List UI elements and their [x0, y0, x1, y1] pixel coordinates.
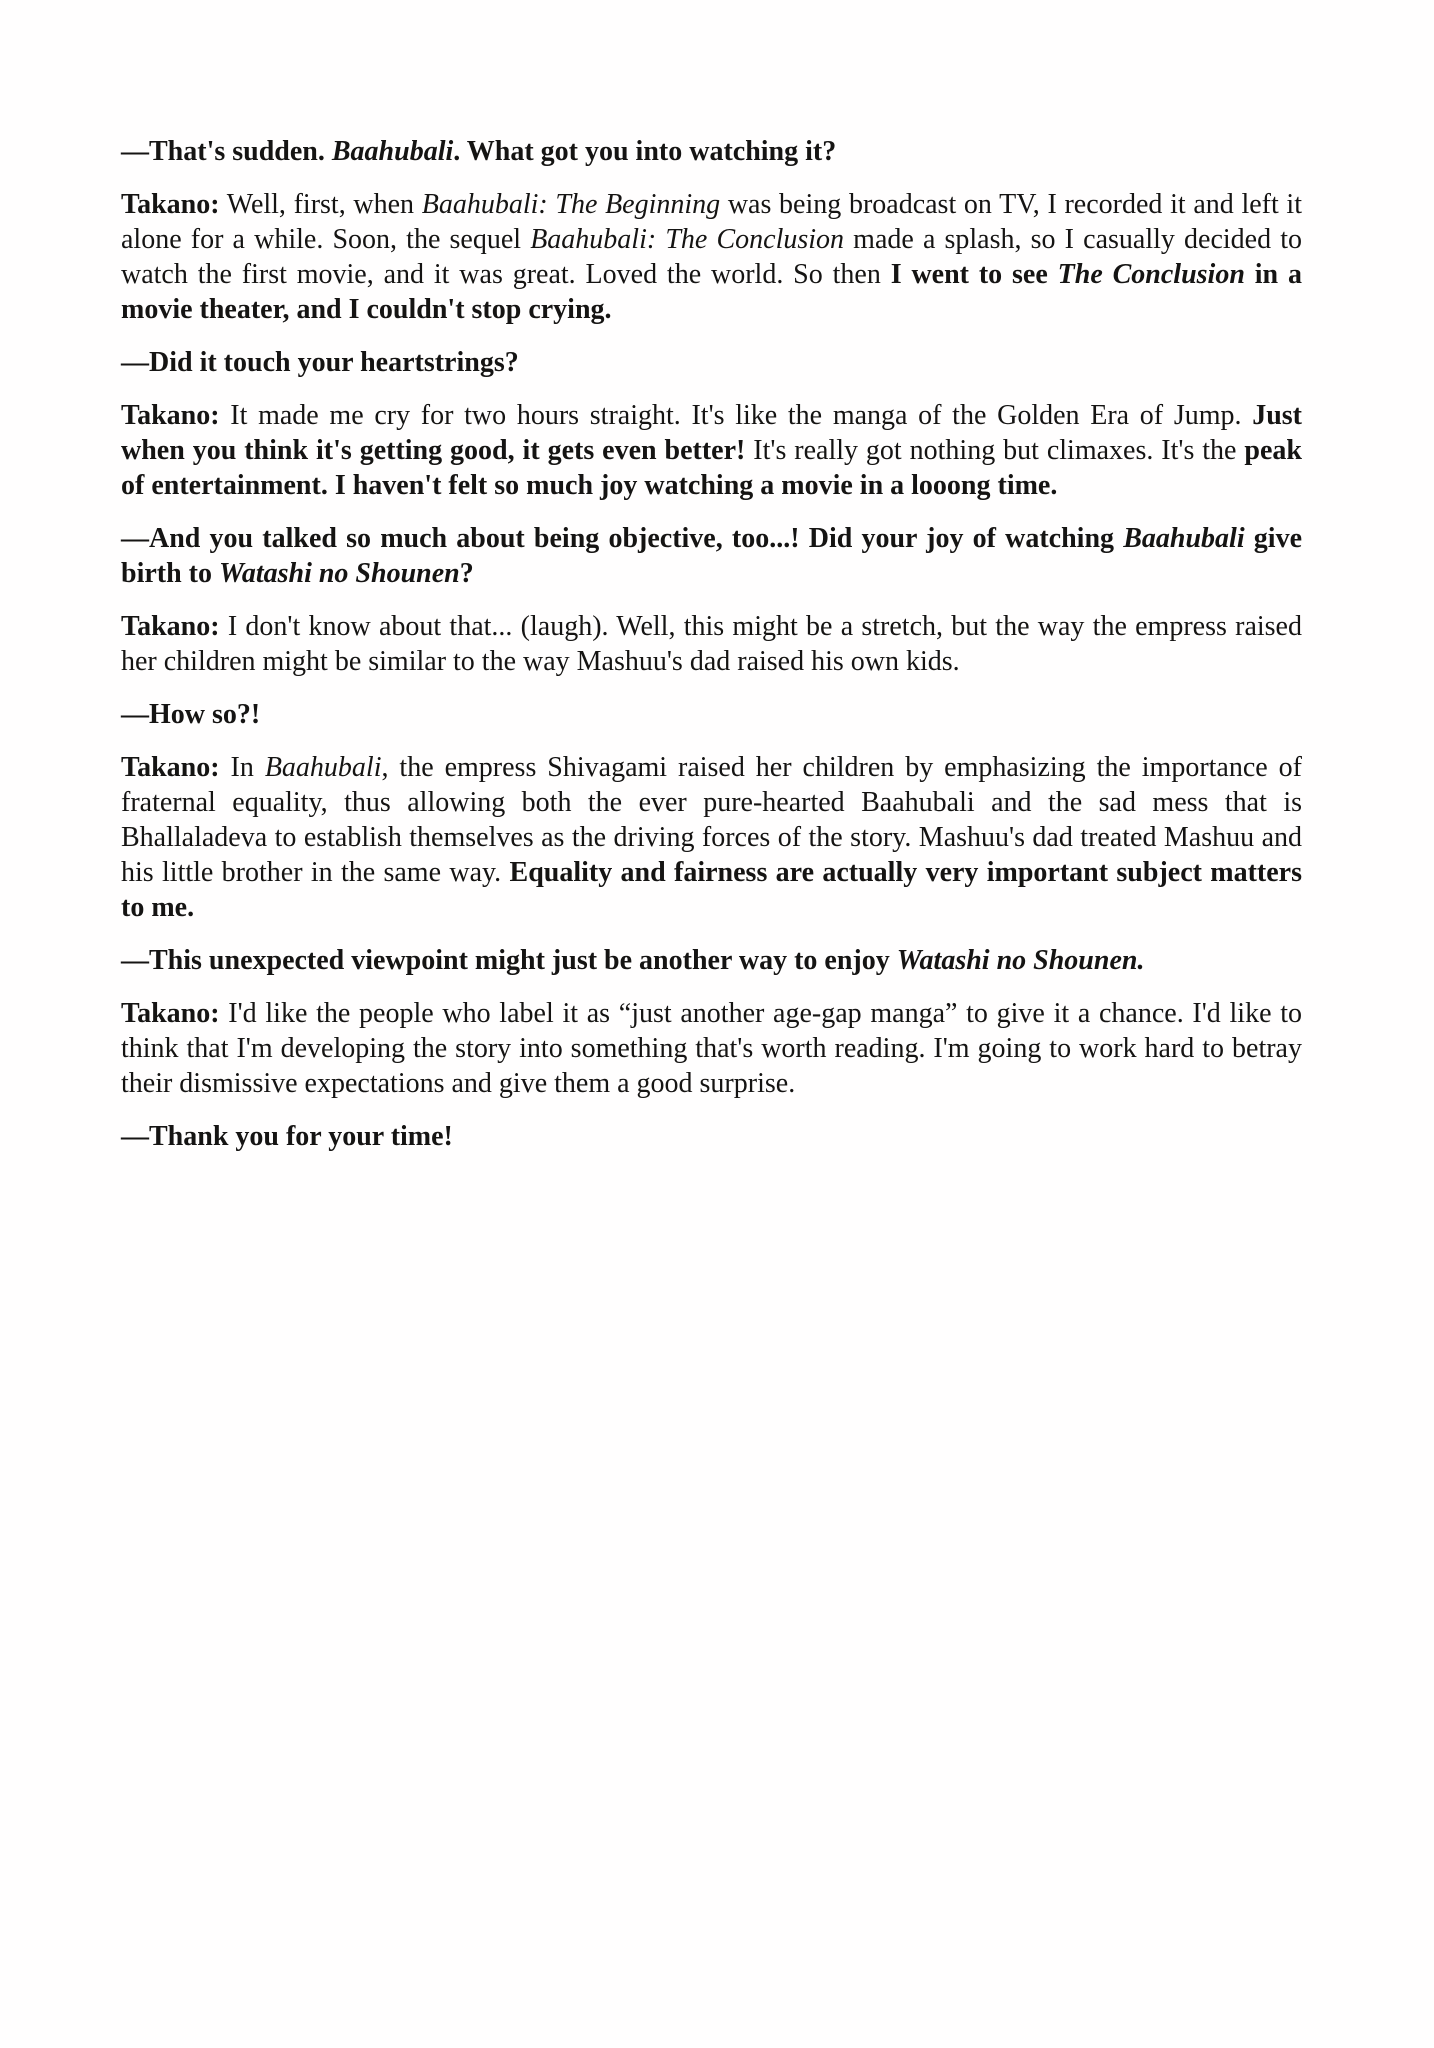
text-run: I went to see — [890, 259, 1058, 290]
text-run: —This unexpected viewpoint might just be another way to enjoy — [121, 945, 897, 976]
text-run: Just when you think it's getting good, it gets even better! — [121, 400, 1302, 466]
text-run: It made me cry for two hours straight. It's like the manga of the Golden Era of Jump. — [219, 400, 1253, 431]
text-run: Baahubali — [1123, 523, 1245, 554]
text-run: ? — [459, 558, 474, 589]
text-run: Baahubali: The Beginning — [421, 189, 721, 220]
interview-question — [121, 134, 1302, 169]
interview-question — [121, 697, 1302, 732]
text-run: —And you talked so much about being objective, too...! Did your joy of watching — [121, 523, 1124, 554]
text-run: Equality and fairness are actually very important subject matters to me. — [121, 857, 1303, 923]
interview-answer — [121, 398, 1302, 503]
interview-question — [121, 943, 1302, 978]
text-run: Watashi no Shounen. — [896, 945, 1145, 976]
text-run: The Conclusion — [1057, 259, 1245, 290]
text-run: It's really got nothing but climaxes. It's the — [745, 435, 1245, 466]
text-run: Well, first, when — [219, 189, 422, 220]
text-run: In — [219, 752, 265, 783]
interview-answer — [121, 187, 1302, 327]
interview-answer — [121, 750, 1302, 925]
interview-question — [121, 521, 1302, 591]
text-run: Baahubali — [331, 136, 454, 167]
interview-answer — [121, 609, 1302, 679]
text-run: Takano: — [121, 189, 220, 220]
text-run: I'd like the people who label it as “just another age-gap manga” to give it a chance. I'd like to think that I'm developing the story into something that's worth reading. I'm going to work hard to betray their dismissive expectations and give them a good surprise. — [121, 998, 1302, 1099]
text-run: Watashi no Shounen — [219, 558, 460, 589]
text-run: Baahubali: The Conclusion — [530, 224, 845, 255]
text-run: made a splash, so I casually decided to watch the first movie, and it was great. Loved the world. So then — [121, 224, 1302, 290]
interview-answer — [121, 996, 1302, 1101]
text-run: Takano: — [121, 400, 220, 431]
text-run: Takano: — [121, 998, 220, 1029]
text-run: I don't know about that... (laugh). Well, this might be a stretch, but the way the empress raised her children might be similar to the way Mashuu's dad raised his own kids. — [121, 611, 1302, 677]
text-run: —Thank you for your time! — [121, 1121, 453, 1152]
text-run: . What got you into watching it? — [453, 136, 837, 167]
interview-transcript — [121, 134, 1302, 1154]
text-run: peak of entertainment. I haven't felt so much joy watching a movie in a looong time. — [121, 435, 1302, 501]
interview-question — [121, 345, 1302, 380]
text-run: Baahubali — [264, 752, 382, 783]
text-run: —How so?! — [121, 699, 261, 730]
text-run: was being broadcast on TV, I recorded it and left it alone for a while. Soon, the sequel — [121, 189, 1302, 255]
text-run: —Did it touch your heartstrings? — [121, 347, 519, 378]
text-run: Takano: — [121, 752, 220, 783]
text-run: in a movie theater, and I couldn't stop crying. — [121, 259, 1302, 325]
interview-question — [121, 1119, 1302, 1154]
text-run: Takano: — [121, 611, 220, 642]
text-run: —That's sudden. — [121, 136, 332, 167]
text-run: , the empress Shivagami raised her children by emphasizing the importance of fraternal equality, thus allowing both the ever pure-hearted Baahubali and the sad mess that is Bhallaladeva to establish themselves as the driving forces of the story. Mashuu's dad treated Mashuu and his little brother in the same way. — [121, 752, 1302, 888]
text-run: give birth to — [121, 523, 1302, 589]
